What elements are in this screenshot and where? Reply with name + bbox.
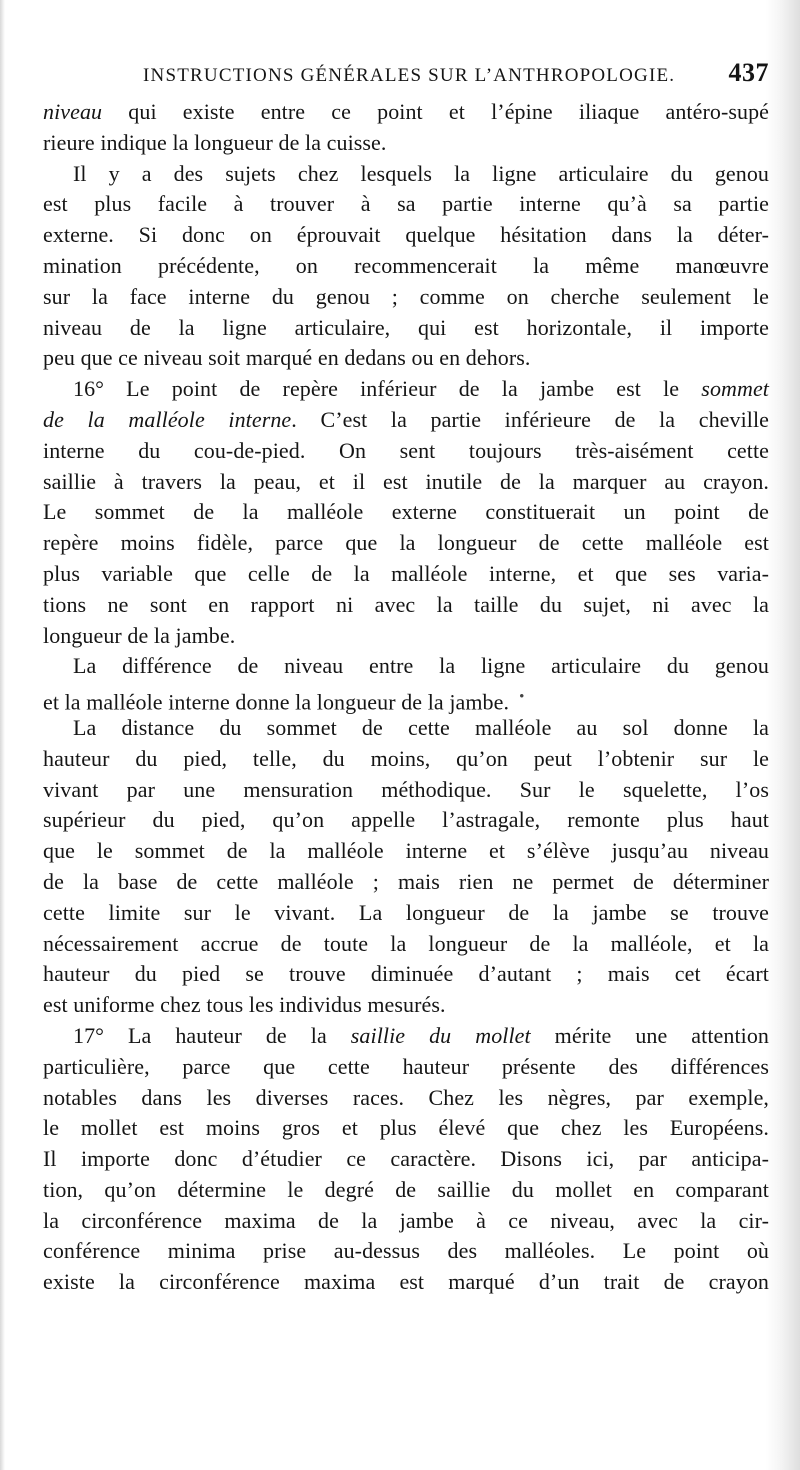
text-line-3: Il y a des sujets chez lesquels la ligne articulaire du genou bbox=[73, 160, 769, 186]
text-line-28: nécessairement accrue de toute la longueur de la malléole, et la bbox=[43, 930, 769, 956]
text-line-29: hauteur du pied se trouve diminuée d’autant ; mais cet écart bbox=[43, 961, 769, 987]
text-line-35: Il importe donc d’étudier ce caractère. Disons ici, par anticipa- bbox=[43, 1146, 769, 1172]
text-line-21: La distance du sommet de cette malléole au sol donne la bbox=[73, 714, 769, 740]
body-text bbox=[43, 97, 769, 1298]
text-line-17: tions ne sont en rapport ni avec la taille du sujet, ni avec la bbox=[43, 591, 769, 617]
text-line-26: de la base de cette malléole ; mais rien ne permet de déterminer bbox=[43, 868, 769, 894]
text-line-23: vivant par une mensuration méthodique. Sur le squelette, l’os bbox=[43, 776, 769, 802]
text-line-32: particulière, parce que cette hauteur présente des différences bbox=[43, 1053, 769, 1079]
text-line-14: Le sommet de la malléole externe constituerait un point de bbox=[43, 499, 769, 525]
text-line-13: saillie à travers la peau, et il est inutile de la marquer au crayon. bbox=[43, 468, 769, 494]
text-line-4: est plus facile à trouver à sa partie interne qu’à sa partie bbox=[43, 191, 769, 217]
page-right-edge bbox=[766, 0, 800, 1470]
text-line-8: niveau de la ligne articulaire, qui est horizontale, il importe bbox=[43, 314, 769, 340]
text-line-36: tion, qu’on détermine le degré de saillie du mollet en comparant bbox=[43, 1176, 769, 1202]
text-line-34: le mollet est moins gros et plus élevé que chez les Européens. bbox=[43, 1115, 769, 1141]
ink-speck-mark: • bbox=[519, 689, 525, 706]
text-line-2: rieure indique la longueur de la cuisse. bbox=[43, 129, 387, 155]
running-head: INSTRUCTIONS GÉNÉRALES SUR L’ANTHROPOLOGIE. bbox=[143, 65, 676, 86]
text-line-15: repère moins fidèle, parce que la longueur de cette malléole est bbox=[43, 530, 769, 556]
text-line-25: que le sommet de la malléole interne et s’élève jusqu’au niveau bbox=[43, 838, 769, 864]
text-line-5: externe. Si donc on éprouvait quelque hésitation dans la déter- bbox=[43, 222, 769, 248]
text-line-9: peu que ce niveau soit marqué en dedans ou en dehors. bbox=[43, 345, 531, 371]
text-line-19: La différence de niveau entre la ligne articulaire du genou bbox=[73, 653, 769, 679]
page-header bbox=[48, 58, 770, 94]
text-line-37: la circonférence maxima de la jambe à ce niveau, avec la cir- bbox=[43, 1207, 769, 1233]
page-number: 437 bbox=[728, 58, 769, 87]
text-line-20: et la malléole interne donne la longueur de la jambe. • bbox=[43, 682, 769, 713]
text-line-6: mination précédente, on recommencerait la même manœuvre bbox=[43, 252, 769, 278]
text-line-12: interne du cou-de-pied. On sent toujours très-aisément cette bbox=[43, 437, 769, 463]
text-line-27: cette limite sur le vivant. La longueur de la jambe se trouve bbox=[43, 899, 769, 925]
text-line-31: 17° La hauteur de la saillie du mollet mérite une attention bbox=[73, 1022, 770, 1048]
text-line-24: supérieur du pied, qu’on appelle l’astragale, remonte plus haut bbox=[43, 807, 769, 833]
text-line-11: de la malléole interne. C’est la partie inférieure de la cheville bbox=[43, 406, 769, 432]
text-line-30: est uniforme chez tous les individus mesurés. bbox=[43, 992, 446, 1018]
text-line-7: sur la face interne du genou ; comme on cherche seulement le bbox=[43, 283, 769, 309]
text-line-16: plus variable que celle de la malléole interne, et que ses varia- bbox=[43, 560, 769, 586]
text-line-39: existe la circonférence maxima est marqué d’un trait de crayon bbox=[43, 1269, 769, 1295]
text-line-22: hauteur du pied, telle, du moins, qu’on peut l’obtenir sur le bbox=[43, 745, 769, 771]
text-line-1: niveau qui existe entre ce point et l’épine iliaque antéro-supé bbox=[43, 99, 769, 124]
text-line-18: longueur de la jambe. bbox=[43, 622, 236, 648]
text-line-38: conférence minima prise au-dessus des malléoles. Le point où bbox=[43, 1238, 769, 1264]
text-line-33: notables dans les diverses races. Chez les nègres, par exemple, bbox=[43, 1084, 769, 1110]
page-left-edge bbox=[0, 0, 5, 1470]
text-line-10: 16° Le point de repère inférieur de la jambe est le sommet bbox=[73, 376, 769, 402]
